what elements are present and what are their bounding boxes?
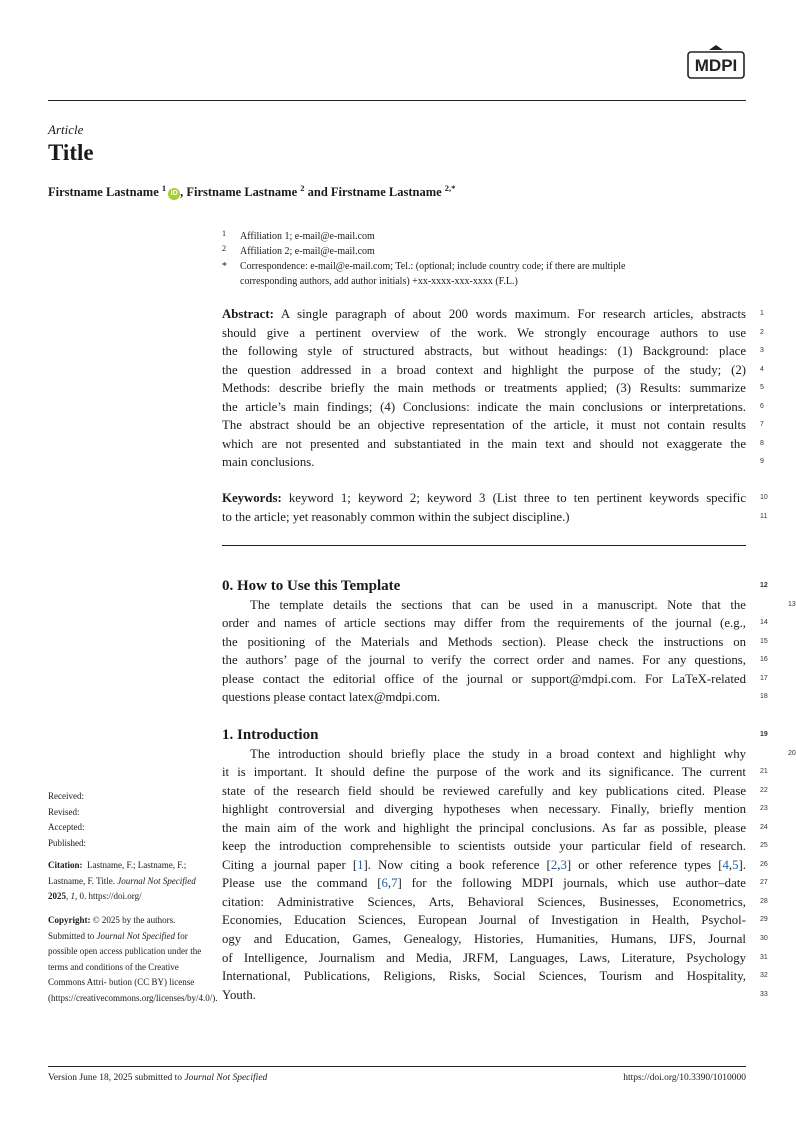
- abstract-line: The abstract should be an objective representation of the article, it must not contain results 7: [222, 416, 746, 435]
- line-number: 17: [760, 674, 768, 682]
- line-number: 3: [760, 347, 764, 355]
- citation-text: Lastname, F.; Lastname, F.; Lastname, F. Title.: [48, 860, 187, 886]
- citation-block: Citation: Lastname, F.; Lastname, F.; Lastname, F. Title. Journal Not Specified 2025, 1, 0. https://doi.org/: [48, 860, 196, 901]
- affiliations: [222, 229, 746, 289]
- section-introduction: [222, 726, 796, 1004]
- author-1-affil: 1: [161, 183, 167, 193]
- received-label: Received:: [48, 791, 84, 801]
- line-number: 25: [760, 842, 768, 850]
- correspondence-mark: *: [222, 261, 227, 272]
- line-number: 22: [760, 786, 768, 794]
- body-line: of Intelligence, Journalism and Media, JRFM, Languages, Laws, Literature, Psychology 31: [222, 949, 746, 968]
- line-number: 18: [760, 693, 768, 701]
- abstract-line: the following style of structured abstracts, but without headings: (1) Background: place 3: [222, 342, 746, 361]
- copyright-block: [48, 913, 218, 1006]
- author-2-affil: 2: [300, 183, 305, 193]
- correspondence-text: Correspondence: e-mail@e-mail.com; Tel.: (optional; include country code; if there are multiple: [240, 261, 626, 272]
- footer-rule: [48, 1066, 746, 1067]
- correspondence-row: [222, 259, 746, 274]
- author-3: and Firstname Lastname: [304, 185, 442, 200]
- keywords-line: Keywords: keyword 1; keyword 2; keyword 3 (List three to ten pertinent keywords specific 10: [222, 489, 746, 508]
- section-heading: 1. Introduction 19: [222, 726, 746, 745]
- affiliation-text: Affiliation 2; e-mail@e-mail.com: [240, 246, 375, 257]
- copyright-text: © 2025 by the authors. Submitted to: [48, 915, 176, 941]
- line-number: 19: [760, 731, 768, 738]
- abstract-line: the article’s main findings; (4) Conclusions: indicate the main conclusions or interpretations. 6: [222, 398, 746, 417]
- line-number: 30: [760, 935, 768, 943]
- abstract-rule: [222, 545, 746, 546]
- accepted-label: Accepted:: [48, 822, 85, 832]
- footer-journal: Journal Not Specified: [184, 1073, 268, 1083]
- line-number: 33: [760, 990, 768, 998]
- citation-link[interactable]: 3: [560, 857, 567, 872]
- line-number: 20: [788, 749, 796, 757]
- dates-block: [48, 789, 208, 851]
- body-line: ogy and Education, Games, Genealogy, Histories, Humanities, Humans, IJFS, Journal 30: [222, 930, 746, 949]
- line-number: 32: [760, 972, 768, 980]
- correspondence-row: [222, 274, 746, 289]
- footer-doi[interactable]: https://doi.org/10.3390/1010000: [623, 1073, 746, 1083]
- affiliation-row: [222, 244, 746, 259]
- abstract: [222, 305, 764, 472]
- keywords-line: to the article; yet reasonably common within the subject discipline.) 11: [222, 508, 746, 527]
- line-number: 2: [760, 328, 764, 336]
- correspondence-text: corresponding authors, add author initials) +xx-xxxx-xxx-xxxx (F.L.): [240, 276, 518, 287]
- line-number: 15: [760, 637, 768, 645]
- line-number: 23: [760, 805, 768, 813]
- body-line: the positioning of the Materials and Methods section). Please check the instructions on 15: [222, 633, 746, 652]
- body-line: keep the introduction comprehensible to scientists outside your particular field of research. 25: [222, 837, 746, 856]
- citation-journal: Journal Not Specified: [117, 875, 196, 886]
- citation-year: 2025: [48, 891, 66, 901]
- line-number: 7: [760, 421, 764, 429]
- body-line: Youth. 33: [222, 986, 746, 1005]
- keywords-label: Keywords:: [222, 491, 282, 505]
- line-number: 12: [760, 582, 768, 589]
- line-number: 27: [760, 879, 768, 887]
- body-line: the authors’ page of the journal to verify the correct order and names. For any questions, 16: [222, 651, 746, 670]
- line-number: 26: [760, 860, 768, 868]
- author-1: Firstname Lastname: [48, 185, 159, 200]
- section-how-to-use: [222, 577, 796, 707]
- affiliation-row: [222, 229, 746, 244]
- affiliation-mark: 1: [222, 229, 226, 238]
- body-line: Please use the command [6,7] for the following MDPI journals, which use author–date 27: [222, 874, 746, 893]
- body-line: citation: Administrative Sciences, Arts, Behavioral Sciences, Businesses, Econometrics, 28: [222, 893, 746, 912]
- footer-version: Version June 18, 2025 submitted to Journal Not Specified: [48, 1073, 268, 1083]
- line-number: 31: [760, 953, 768, 961]
- line-number: 6: [760, 402, 764, 410]
- published-label: Published:: [48, 837, 87, 848]
- line-number: 28: [760, 897, 768, 905]
- citation-link[interactable]: 4: [722, 857, 729, 872]
- line-number: 29: [760, 916, 768, 924]
- abstract-line: main conclusions. 9: [222, 453, 746, 472]
- abstract-line: Abstract: A single paragraph of about 200 words maximum. For research articles, abstracts 1: [222, 305, 746, 324]
- citation-link[interactable]: 1: [357, 857, 364, 872]
- copyright-journal: Journal Not Specified: [96, 930, 176, 941]
- orcid-icon[interactable]: iD: [168, 188, 180, 200]
- article-type: Article: [48, 122, 84, 137]
- line-number: 5: [760, 384, 764, 392]
- abstract-line: the question addressed in a broad context and highlight the purpose of the study; (2) 4: [222, 361, 746, 380]
- line-number: 11: [760, 512, 768, 520]
- line-number: 10: [760, 494, 768, 501]
- body-line: The template details the sections that can be used in a manuscript. Note that the 13: [222, 596, 746, 615]
- citation-label: Citation:: [48, 860, 83, 870]
- header-rule: [48, 100, 746, 101]
- citation-link[interactable]: 6: [381, 876, 388, 891]
- line-number: 13: [788, 600, 796, 608]
- line-number: 4: [760, 365, 764, 373]
- body-line: state of the research field should be reviewed carefully and key publications cited. Please 22: [222, 782, 746, 801]
- line-number: 8: [760, 439, 764, 447]
- citation-link[interactable]: 5: [732, 857, 739, 872]
- copyright-label: Copyright:: [48, 915, 91, 925]
- body-line: order and names of article sections may differ from the requirements of the journal (e.g., 14: [222, 614, 746, 633]
- citation-link[interactable]: 7: [391, 876, 398, 891]
- citation-volume: 1: [70, 891, 75, 901]
- body-line: The introduction should briefly place the study in a broad context and highlight why 20: [222, 745, 746, 764]
- abstract-line: which are not presented and substantiated in the main text and should not exaggerate the 8: [222, 435, 746, 454]
- author-2: , Firstname Lastname: [180, 185, 298, 200]
- section-heading: 0. How to Use this Template 12: [222, 577, 746, 596]
- body-line: Economies, Education Sciences, European Journal of Investigation in Health, Psychol- 29: [222, 911, 746, 930]
- line-number: 1: [760, 310, 764, 317]
- body-line: please contact the editorial office of the journal or support@mdpi.com. For LaTeX-related 17: [222, 670, 746, 689]
- body-line: questions please contact latex@mdpi.com. 18: [222, 688, 746, 707]
- mdpi-logo: [686, 44, 746, 82]
- author-list: [48, 183, 455, 200]
- line-number: 14: [760, 619, 768, 627]
- line-number: 9: [760, 458, 764, 466]
- line-number: 16: [760, 656, 768, 664]
- body-line: International, Publications, Religions, Risks, Social Sciences, Tourism and Hospitality, 32: [222, 967, 746, 986]
- revised-label: Revised:: [48, 806, 80, 817]
- body-line: Citing a journal paper [1]. Now citing a book reference [2,3] or other reference types [4,5]. 26: [222, 856, 746, 875]
- citation-rest: , 0. https://doi.org/: [75, 891, 142, 901]
- page-title: Title: [48, 140, 94, 165]
- body-line: the main aim of the work and highlight the principal conclusions. As far as possible, please 24: [222, 819, 746, 838]
- abstract-label: Abstract:: [222, 307, 274, 321]
- author-3-affil: 2,*: [444, 183, 456, 193]
- affiliation-mark: 2: [222, 244, 226, 253]
- body-line: it is important. It should define the purpose of the work and its significance. The current 21: [222, 763, 746, 782]
- mdpi-logo-text: MDPI: [694, 56, 738, 75]
- keywords: [222, 489, 768, 526]
- abstract-line: should give a pertinent overview of the work. We strongly encourage authors to use 2: [222, 324, 746, 343]
- line-number: 21: [760, 768, 768, 776]
- copyright-license: for possible open access publication under the terms and conditions of the Creative Commons Attri- bution (CC BY) license (https://creativecommons.org/licenses/by/4.0/).: [48, 930, 218, 1003]
- citation-link[interactable]: 2: [550, 857, 558, 872]
- affiliation-text: Affiliation 1; e-mail@e-mail.com: [240, 231, 375, 242]
- abstract-line: Methods: describe briefly the main methods or treatments applied; (3) Results: summarize 5: [222, 379, 746, 398]
- line-number: 24: [760, 823, 768, 831]
- body-line: highlight controversial and diverging hypotheses when necessary. Finally, briefly mention 23: [222, 800, 746, 819]
